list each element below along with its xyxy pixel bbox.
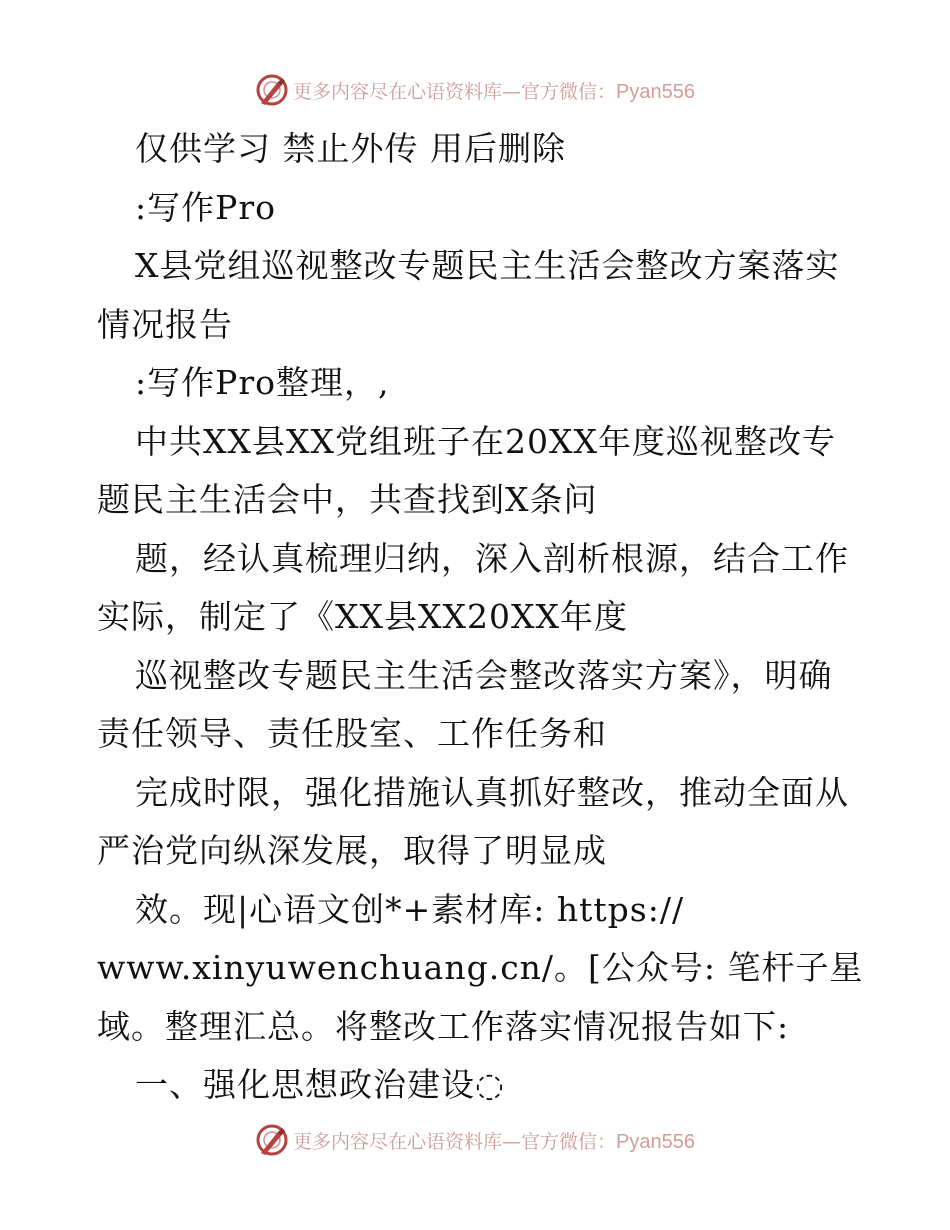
paragraph-line: 题民主生活会中，共查找到X条问: [97, 480, 598, 519]
watermark-id: Pyan556: [616, 1130, 695, 1153]
paragraph-line: 效。现|心语文创*+素材库: https://: [135, 889, 685, 929]
paragraph-line: 责任领导、责任股室、工作任务和: [97, 714, 607, 753]
document-title-line-1: X县党组巡视整改专题民主生活会整改方案落实: [135, 246, 840, 285]
notice-line: 仅供学习 禁止外传 用后删除: [135, 129, 566, 168]
paragraph-line: 巡视整改专题民主生活会整改落实方案》，明确: [135, 655, 833, 695]
source-line: :写作Pro: [135, 187, 276, 227]
document-body: [97, 120, 867, 1115]
paragraph-line: 题，经认真梳理归纳，深入剖析根源，结合工作: [135, 538, 849, 578]
pen-logo-icon: [255, 73, 289, 107]
header-watermark-banner: [0, 70, 950, 110]
watermark-channel: 官方微信：: [521, 80, 617, 103]
compiled-by-line: :写作Pro整理，,: [135, 363, 390, 402]
watermark-separator: —: [502, 1130, 522, 1153]
watermark-id: Pyan556: [616, 80, 695, 103]
paragraph-line: 中共XX县XX党组班子在20XX年度巡视整改专: [135, 421, 836, 461]
section-heading: 一、强化思想政治建设◌: [135, 1065, 505, 1104]
document-title-line-2: 情况报告: [97, 304, 233, 344]
paragraph-line: 严治党向纵深发展，取得了明显成: [97, 831, 607, 870]
paragraph-line: 完成时限，强化措施认真抓好整改，推动全面从: [135, 772, 849, 812]
paragraph-line: www.xinyuwenchuang.cn/。[公众号: 笔杆子星: [97, 948, 864, 987]
watermark-slogan: 更多内容尽在心语资料库: [293, 1130, 503, 1153]
paragraph-line: 实际，制定了《XX县XX20XX年度: [97, 597, 628, 636]
footer-watermark-banner: [0, 1120, 950, 1160]
watermark-channel: 官方微信：: [521, 1130, 617, 1153]
watermark-text: [293, 1127, 695, 1154]
watermark-slogan: 更多内容尽在心语资料库: [293, 80, 503, 103]
paragraph-line: 域。整理汇总。将整改工作落实情况报告如下:: [97, 1006, 790, 1046]
pen-logo-icon: [255, 1123, 289, 1157]
watermark-separator: —: [502, 80, 522, 103]
watermark-text: [293, 77, 695, 104]
